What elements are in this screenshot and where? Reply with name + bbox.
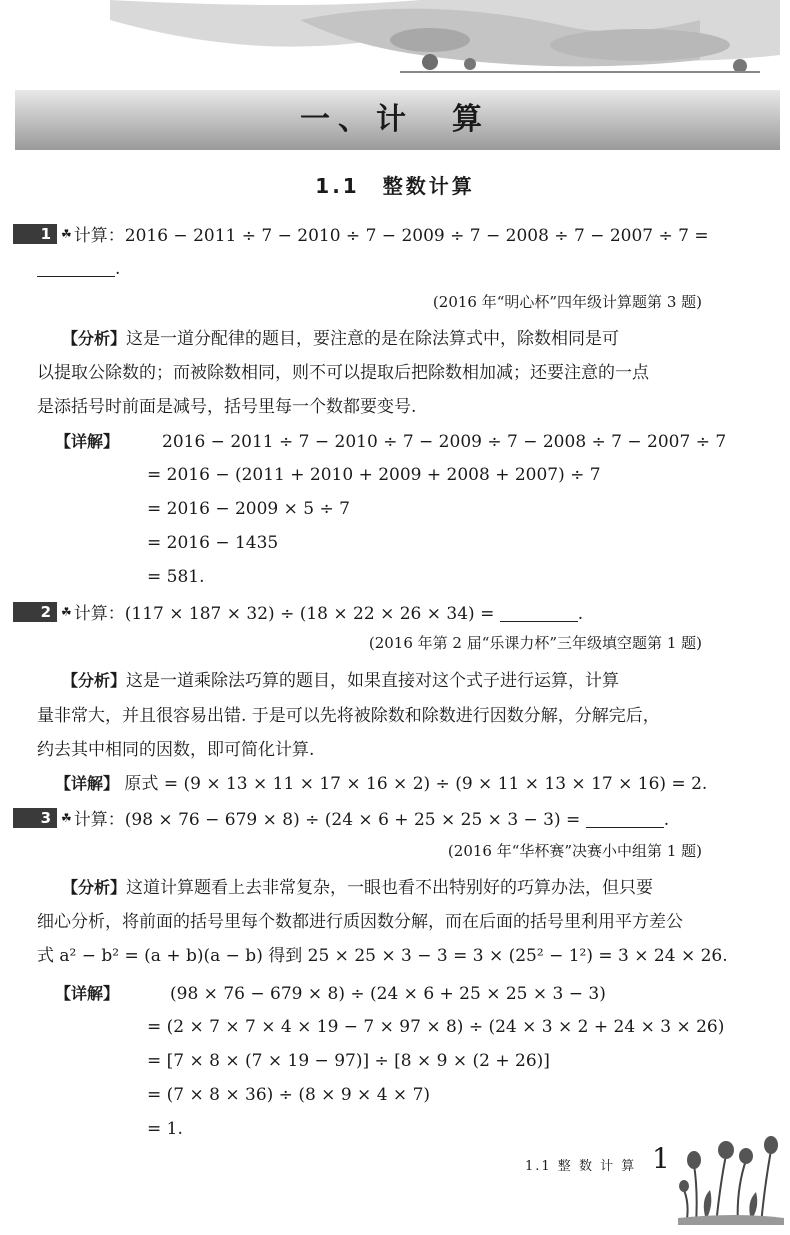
solution-3-tag <box>55 982 119 1006</box>
analysis-3-line-1 <box>62 876 653 900</box>
difficulty-stars-icon: ☘ <box>61 811 72 825</box>
section-title: 1.1 整数计算 <box>315 174 475 198</box>
problem-1-question <box>13 222 709 248</box>
analysis-3-line-3: 式 a² − b² = (a + b)(a − b) 得到 25 × 25 × 3 − 3 = 3 × (25² − 1²) = 3 × 24 × 26. <box>37 946 728 966</box>
solution-3-step-4: = (7 × 8 × 36) ÷ (8 × 9 × 4 × 7) <box>147 1085 431 1105</box>
problem-1-source: (2016 年“明心杯”四年级计算题第 3 题) <box>432 293 702 311</box>
problem-2-question <box>13 600 583 626</box>
solution-3-step-2: = (2 × 7 × 7 × 4 × 19 − 7 × 97 × 8) ÷ (24 × 3 × 2 + 24 × 3 × 26) <box>147 1017 725 1037</box>
analysis-2-line-2: 量非常大，并且很容易出错. 于是可以先将被除数和除数进行因数分解，分解完后， <box>37 706 660 726</box>
period: . <box>115 259 121 279</box>
analysis-text: 这是一道分配律的题目，要注意的是在除法算式中，除数相同是可 <box>126 329 620 349</box>
analysis-tag: 【分析】 <box>62 878 127 897</box>
solution-1-step-3: = 2016 − 2009 × 5 ÷ 7 <box>147 499 350 519</box>
problem-number-badge: 1 <box>13 224 57 244</box>
solution-1-step-5: = 581. <box>147 567 205 587</box>
problem-2-text: 计算：(117 × 187 × 32) ÷ (18 × 22 × 26 × 34) = <box>73 604 495 624</box>
period: . <box>663 810 670 830</box>
answer-blank <box>500 603 578 622</box>
analysis-tag: 【分析】 <box>62 671 127 690</box>
problem-3-question <box>13 806 669 832</box>
analysis-tag: 【分析】 <box>62 329 127 348</box>
solution-2 <box>55 772 707 796</box>
solution-1-step-4: = 2016 − 1435 <box>147 533 279 553</box>
analysis-text: 这道计算题看上去非常复杂，一眼也看不出特别好的巧算办法，但只要 <box>126 878 654 898</box>
solution-tag: 【详解】 <box>55 432 120 451</box>
solution-1-tag <box>55 430 119 454</box>
page-number: 1 <box>652 1142 670 1175</box>
solution-tag: 【详解】 <box>55 774 120 793</box>
analysis-2-line-3: 约去其中相同的因数，即可简化计算. <box>37 740 315 760</box>
answer-blank <box>586 809 664 828</box>
solution-3-step-1: (98 × 76 − 679 × 8) ÷ (24 × 6 + 25 × 25 × 3 − 3) <box>170 984 606 1004</box>
problem-2-source: (2016 年第 2 届“乐课力杯”三年级填空题第 1 题) <box>368 634 702 652</box>
footer-section-label: 1.1 整 数 计 算 <box>525 1159 637 1174</box>
analysis-1-line-3: 是添括号时前面是减号，括号里每一个数都要变号. <box>37 397 417 417</box>
solution-1-step-2: = 2016 − (2011 + 2010 + 2009 + 2008 + 2007) ÷ 7 <box>147 465 601 485</box>
problem-1-answer-line <box>37 257 120 281</box>
problem-3-text: 计算：(98 × 76 − 679 × 8) ÷ (24 × 6 + 25 × 25 × 3 − 3) = <box>73 810 581 830</box>
solution-tag: 【详解】 <box>55 984 120 1003</box>
difficulty-stars-icon: ☘ <box>61 227 72 241</box>
analysis-1-line-2: 以提取公除数的；而被除数相同，则不可以提取后把除数相加减；还要注意的一点 <box>37 363 649 383</box>
flowers-decoration-icon <box>676 1130 786 1225</box>
analysis-1-line-1 <box>62 327 619 351</box>
difficulty-stars-icon: ☘ <box>61 605 72 619</box>
analysis-2-line-1 <box>62 669 619 693</box>
solution-3-step-3: = [7 × 8 × (7 × 19 − 97)] ÷ [8 × 9 × (2 + 26)] <box>147 1051 550 1071</box>
problem-1-text: 计算：2016 − 2011 ÷ 7 − 2010 ÷ 7 − 2009 ÷ 7 − 2008 ÷ 7 − 2007 ÷ 7 = <box>73 226 709 246</box>
chapter-title: 一、计 算 <box>300 102 490 137</box>
analysis-3-line-2: 细心分析，将前面的括号里每个数都进行质因数分解，而在后面的括号里利用平方差公 <box>37 912 683 932</box>
answer-blank <box>37 258 115 277</box>
problem-number-badge: 2 <box>13 602 57 622</box>
problem-3-source: (2016 年“华杯赛”决赛小中组第 1 题) <box>447 842 702 860</box>
problem-number-badge: 3 <box>13 808 57 828</box>
solution-1-step-1: 2016 − 2011 ÷ 7 − 2010 ÷ 7 − 2009 ÷ 7 − 2008 ÷ 7 − 2007 ÷ 7 <box>162 432 727 452</box>
period: . <box>577 604 584 624</box>
solution-2-text: 原式 = (9 × 13 × 11 × 17 × 16 × 2) ÷ (9 × 11 × 13 × 17 × 16) = 2. <box>124 774 708 794</box>
solution-3-step-5: = 1. <box>147 1119 183 1139</box>
analysis-text: 这是一道乘除法巧算的题目，如果直接对这个式子进行运算，计算 <box>126 671 620 691</box>
